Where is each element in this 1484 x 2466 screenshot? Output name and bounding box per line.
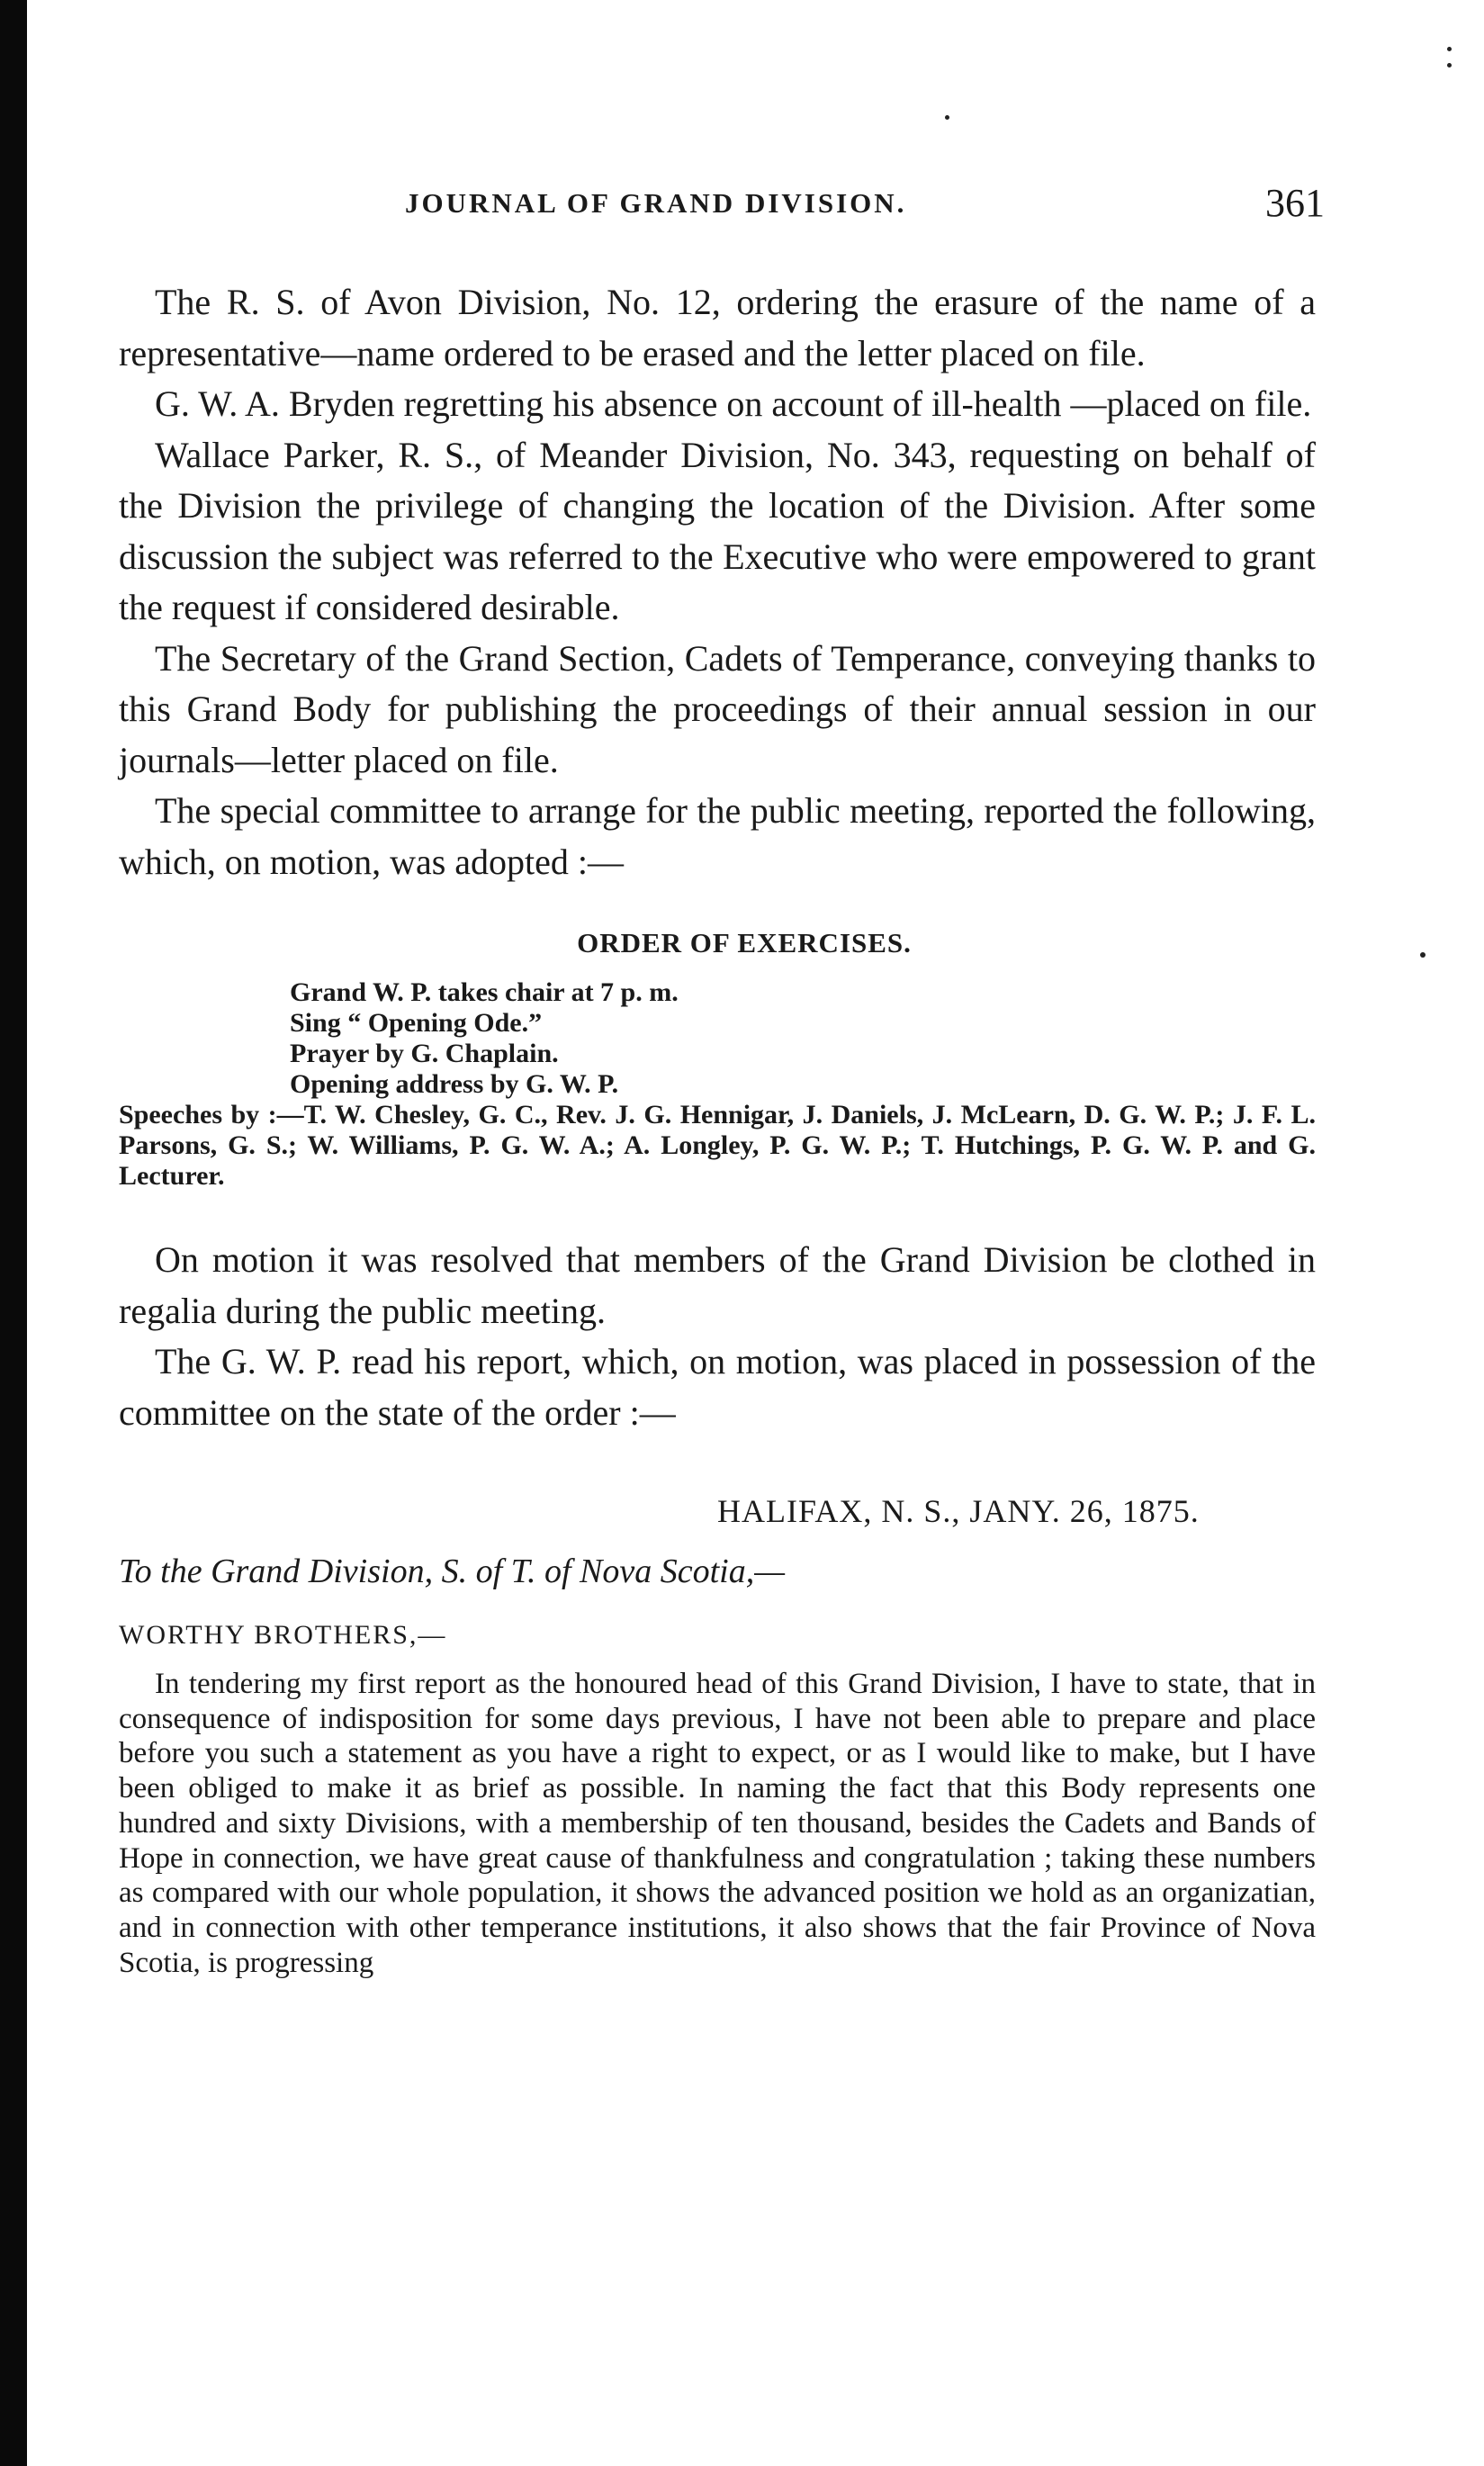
scan-speck (1447, 47, 1452, 51)
order-item: Sing “ Opening Ode.” (290, 1008, 543, 1038)
scan-speck (1447, 63, 1452, 68)
page-number: 361 (1265, 181, 1325, 225)
paragraph-bryden: G. W. A. Bryden regretting his absence on account of ill-health —placed on file. (155, 383, 1312, 424)
letter-body: In tendering my first report as the honoured head of this Grand Division, I have to state, that in consequence of indisposition for some days previous, I have not been able to prepare and place before you such a statement as you have a right to expect, or as I would like to make, but I have been obliged to make it as brief as possible. In naming the fact that this Body represents one hundred and sixty Divisions, with a membership of ten thousand, besides the Cadets and Bands of Hope in connection, we have great cause of thankfulness and congratulation ; taking these numbers as compared with our whole population, it shows the advanced position we hold as an organizatian, and in connection with other temperance institutions, it also shows that the fair Province of Nova Scotia, is progressing (119, 1668, 1316, 1979)
correspondence-section (119, 277, 1316, 887)
running-title: JOURNAL OF GRAND DIVISION. (405, 187, 907, 219)
paragraph-special-committee: The special committee to arrange for the public meeting, reported the following, which, on motion, was adopted :— (119, 790, 1316, 882)
paragraph-regalia-motion: On motion it was resolved that members of the Grand Division be clothed in regalia during the public meeting. (119, 1239, 1316, 1331)
book-spine-edge (0, 0, 27, 2466)
order-item: Opening address by G. W. P. (290, 1069, 619, 1099)
paragraph-cadets-thanks: The Secretary of the Grand Section, Cadets of Temperance, conveying thanks to this Grand Body for publishing the proceedings of their annual session in our journals—letter placed on file. (119, 637, 1316, 780)
resolutions-section (119, 1235, 1316, 1438)
order-of-exercises-title: ORDER OF EXERCISES. (577, 927, 912, 958)
speeches-list: Speeches by :—T. W. Chesley, G. C., Rev. J. G. Hennigar, J. Daniels, J. McLearn, D. G. W. P.; J. F. L. Parsons, G. S.; W. Williams, P. G. W. A.; A. Longley, P. G. W. P.; T. Hutchings, P. G. W. P. and G. Lecturer. (119, 1100, 1316, 1191)
letter-address: To the Grand Division, S. of T. of Nova Scotia,— (119, 1552, 785, 1590)
order-item: Prayer by G. Chaplain. (290, 1039, 559, 1068)
letter-salutation: WORTHY BROTHERS,— (119, 1620, 447, 1650)
journal-page (119, 180, 1325, 1980)
running-head (119, 180, 1325, 234)
paragraph-meander-division: Wallace Parker, R. S., of Meander Division, No. 343, requesting on behalf of the Division the privilege of changing the location of the Division. After some discussion the subject was referred to the Executive who were empowered to grant the request if considered desirable. (119, 434, 1316, 627)
order-item: Grand W. P. takes chair at 7 p. m. (290, 977, 679, 1007)
scan-speck (1420, 952, 1426, 958)
letter-dateline: HALIFAX, N. S., JANY. 26, 1875. (717, 1493, 1200, 1529)
paragraph-gwp-report: The G. W. P. read his report, which, on motion, was placed in possession of the committee on the state of the order :— (119, 1341, 1316, 1433)
scan-speck (945, 115, 949, 120)
order-of-exercises-list (119, 977, 1316, 1192)
paragraph-avon-division: The R. S. of Avon Division, No. 12, ordering the erasure of the name of a representative—name ordered to be erased and the letter placed on file. (119, 282, 1316, 374)
